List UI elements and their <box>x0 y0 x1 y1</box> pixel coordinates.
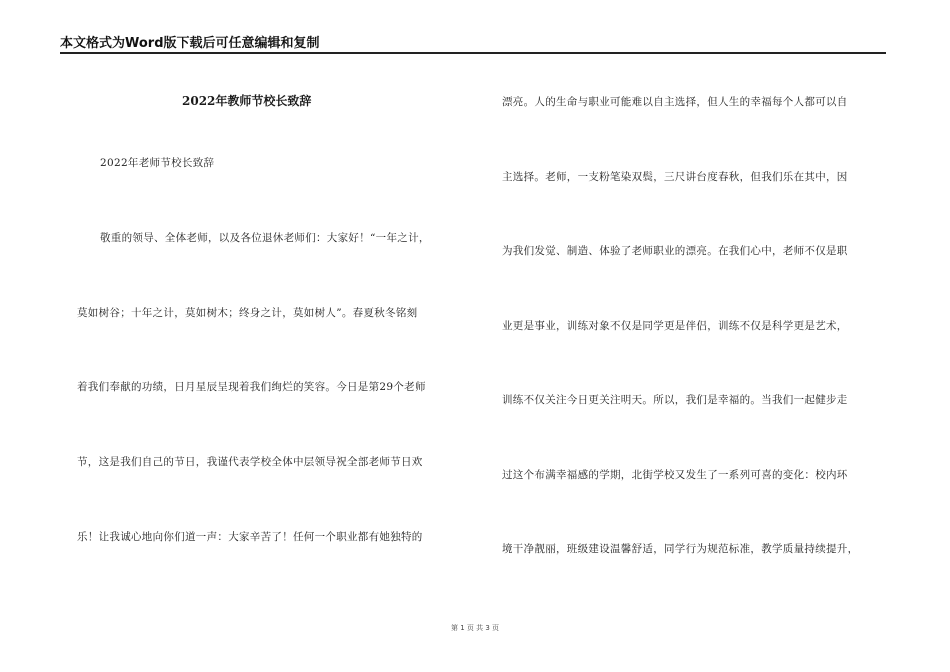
paragraph-line: 训练不仅关注今日更关注明天。所以，我们是幸福的。当我们一起健步走 <box>502 394 848 406</box>
right-column <box>502 92 892 592</box>
paragraph-line: 业更是事业，训练对象不仅是同学更是伴侣，训练不仅是科学更是艺术， <box>502 320 848 332</box>
document-title: 2022年教师节校长致辞 <box>182 94 312 108</box>
page-header <box>60 30 886 54</box>
paragraph-line: 过这个布满幸福感的学期，北街学校又发生了一系列可喜的变化：校内环 <box>502 469 848 481</box>
paragraph-line: 主选择。老师，一支粉笔染双鬓，三尺讲台度春秋，但我们乐在其中，因 <box>502 171 848 183</box>
page-number: 第 1 页 共 3 页 <box>450 624 500 632</box>
paragraph-line: 2022年老师节校长致辞 <box>100 157 215 169</box>
paragraph-line: 莫如树谷；十年之计，莫如树木；终身之计，莫如树人”。春夏秋冬铭刻 <box>77 307 418 319</box>
header-text: 本文格式为Word版下载后可任意编辑和复制 <box>60 36 320 51</box>
paragraph-line: 境干净靓丽，班级建设温馨舒适，同学行为规范标准，教学质量持续提升， <box>502 543 859 555</box>
page-footer <box>0 623 950 633</box>
paragraph-line: 乐！让我诚心地向你们道一声：大家辛苦了！任何一个职业都有她独特的 <box>77 531 423 543</box>
left-column <box>77 92 467 592</box>
paragraph-line: 为我们发觉、制造、体验了老师职业的漂亮。在我们心中，老师不仅是职 <box>502 245 848 257</box>
paragraph-line: 漂亮。人的生命与职业可能难以自主选择，但人生的幸福每个人都可以自 <box>502 96 848 108</box>
paragraph-line: 着我们奉献的功绩，日月星辰呈现着我们绚烂的笑容。今日是第29个老师 <box>77 381 426 393</box>
paragraph-line: 敬重的领导、全体老师，以及各位退休老师们：大家好！“一年之计， <box>100 232 430 244</box>
paragraph-line: 节，这是我们自己的节日，我谨代表学校全体中层领导祝全部老师节日欢 <box>77 456 423 468</box>
